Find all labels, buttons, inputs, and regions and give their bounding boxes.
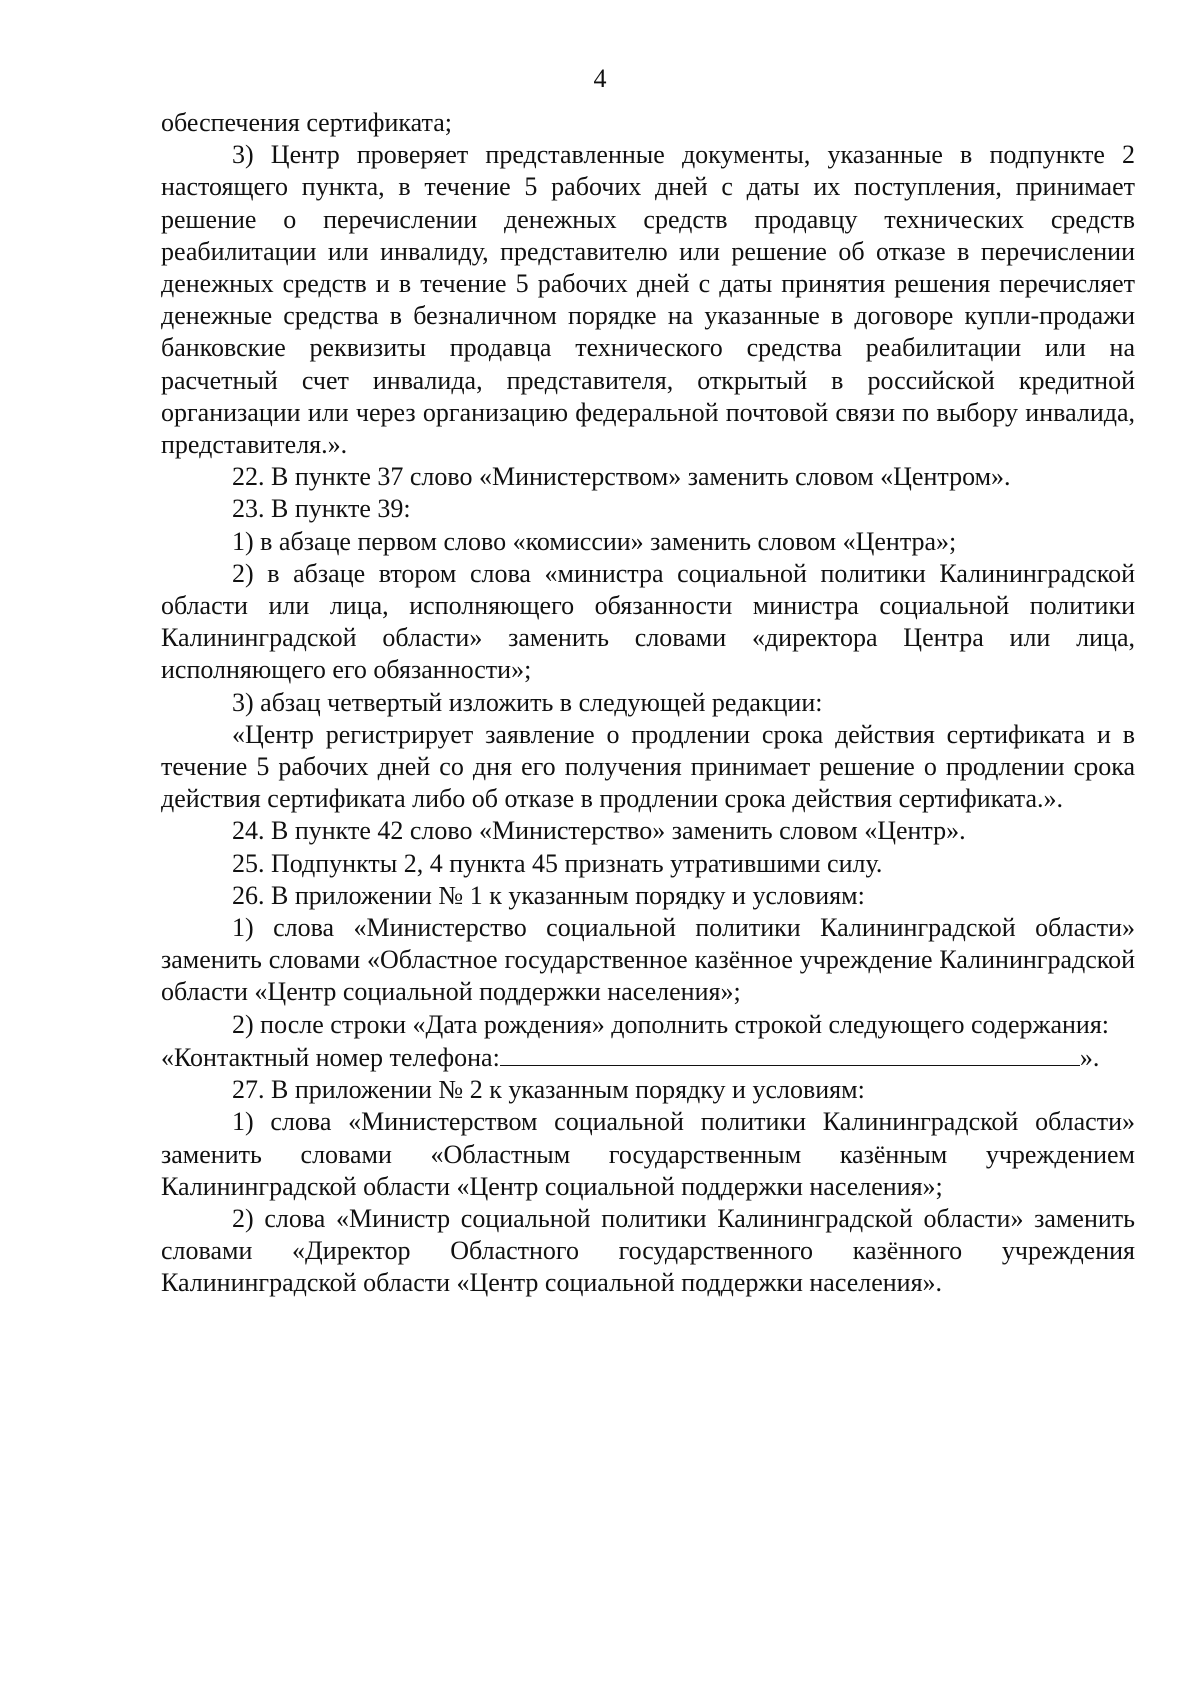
paragraph: 22. В пункте 37 слово «Министерством» заменить словом «Центром».: [232, 462, 1011, 492]
paragraph: 3) Центр проверяет представленные документы, указанные в подпункте 2 настоящего пункта, в течение 5 рабочих дней с даты их поступления, принимает решение о перечислении денежных средств продавцу технических средств реабилитации или инвалиду, представителю или решение об отказе в перечислении денежных средств и в течение 5 рабочих дней с даты принятия решения перечисляет денежные средства в безналичном порядке на указанные в договоре купли-продажи банковские реквизиты продавца технического средства реабилитации или на расчетный счет инвалида, представителя, открытый в российской кредитной организации или через организацию федеральной почтовой связи по выбору инвалида, представителя.».: [161, 140, 1135, 460]
document-body: [161, 107, 1135, 1300]
paragraph: 2) в абзаце втором слова «министра социальной политики Калининградской области или лица, исполняющего обязанности министра социальной политики Калининградской области» заменить словами «директора Центра или лица, исполняющего его обязанности»;: [161, 558, 1135, 685]
paragraph: 1) в абзаце первом слово «комиссии» заменить словом «Центра»;: [232, 526, 957, 556]
paragraph: обеспечения сертификата;: [161, 108, 452, 137]
paragraph: 23. В пункте 39:: [232, 494, 411, 524]
phone-line-suffix: ».: [1079, 1042, 1100, 1072]
phone-line-prefix: «Контактный номер телефона:: [161, 1042, 500, 1072]
paragraph: 1) слова «Министерством социальной политики Калининградской области» заменить словами «Областным государственным казённым учреждением Калининградской области «Центр социальной поддержки населения»;: [161, 1107, 1135, 1201]
phone-fill-in-blank: [500, 1041, 1080, 1066]
paragraph: 2) после строки «Дата рождения» дополнить строкой следующего содержания:: [232, 1009, 1110, 1039]
paragraph: 24. В пункте 42 слово «Министерство» заменить словом «Центр».: [232, 816, 966, 846]
paragraph: 25. Подпункты 2, 4 пункта 45 признать утратившими силу.: [232, 848, 883, 878]
paragraph: 2) слова «Министр социальной политики Калининградской области» заменить словами «Директор Областного государственного казённого учреждения Калининградской области «Центр социальной поддержки населения».: [161, 1203, 1135, 1298]
paragraph: 27. В приложении № 2 к указанным порядку и условиям:: [232, 1075, 865, 1105]
paragraph: 3) абзац четвертый изложить в следующей редакции:: [232, 687, 823, 717]
paragraph: «Центр регистрирует заявление о продлении срока действия сертификата и в течение 5 рабочих дней со дня его получения принимает решение о продлении срока действия сертификата либо об отказе в продлении срока действия сертификата.».: [161, 719, 1135, 814]
paragraph: 26. В приложении № 1 к указанным порядку и условиям:: [232, 880, 865, 910]
phone-number-line: [161, 1041, 1135, 1074]
page-number: 4: [593, 64, 607, 93]
paragraph: 1) слова «Министерство социальной политики Калининградской области» заменить словами «Областное государственное казённое учреждение Калининградской области «Центр социальной поддержки населения»;: [161, 913, 1135, 1007]
